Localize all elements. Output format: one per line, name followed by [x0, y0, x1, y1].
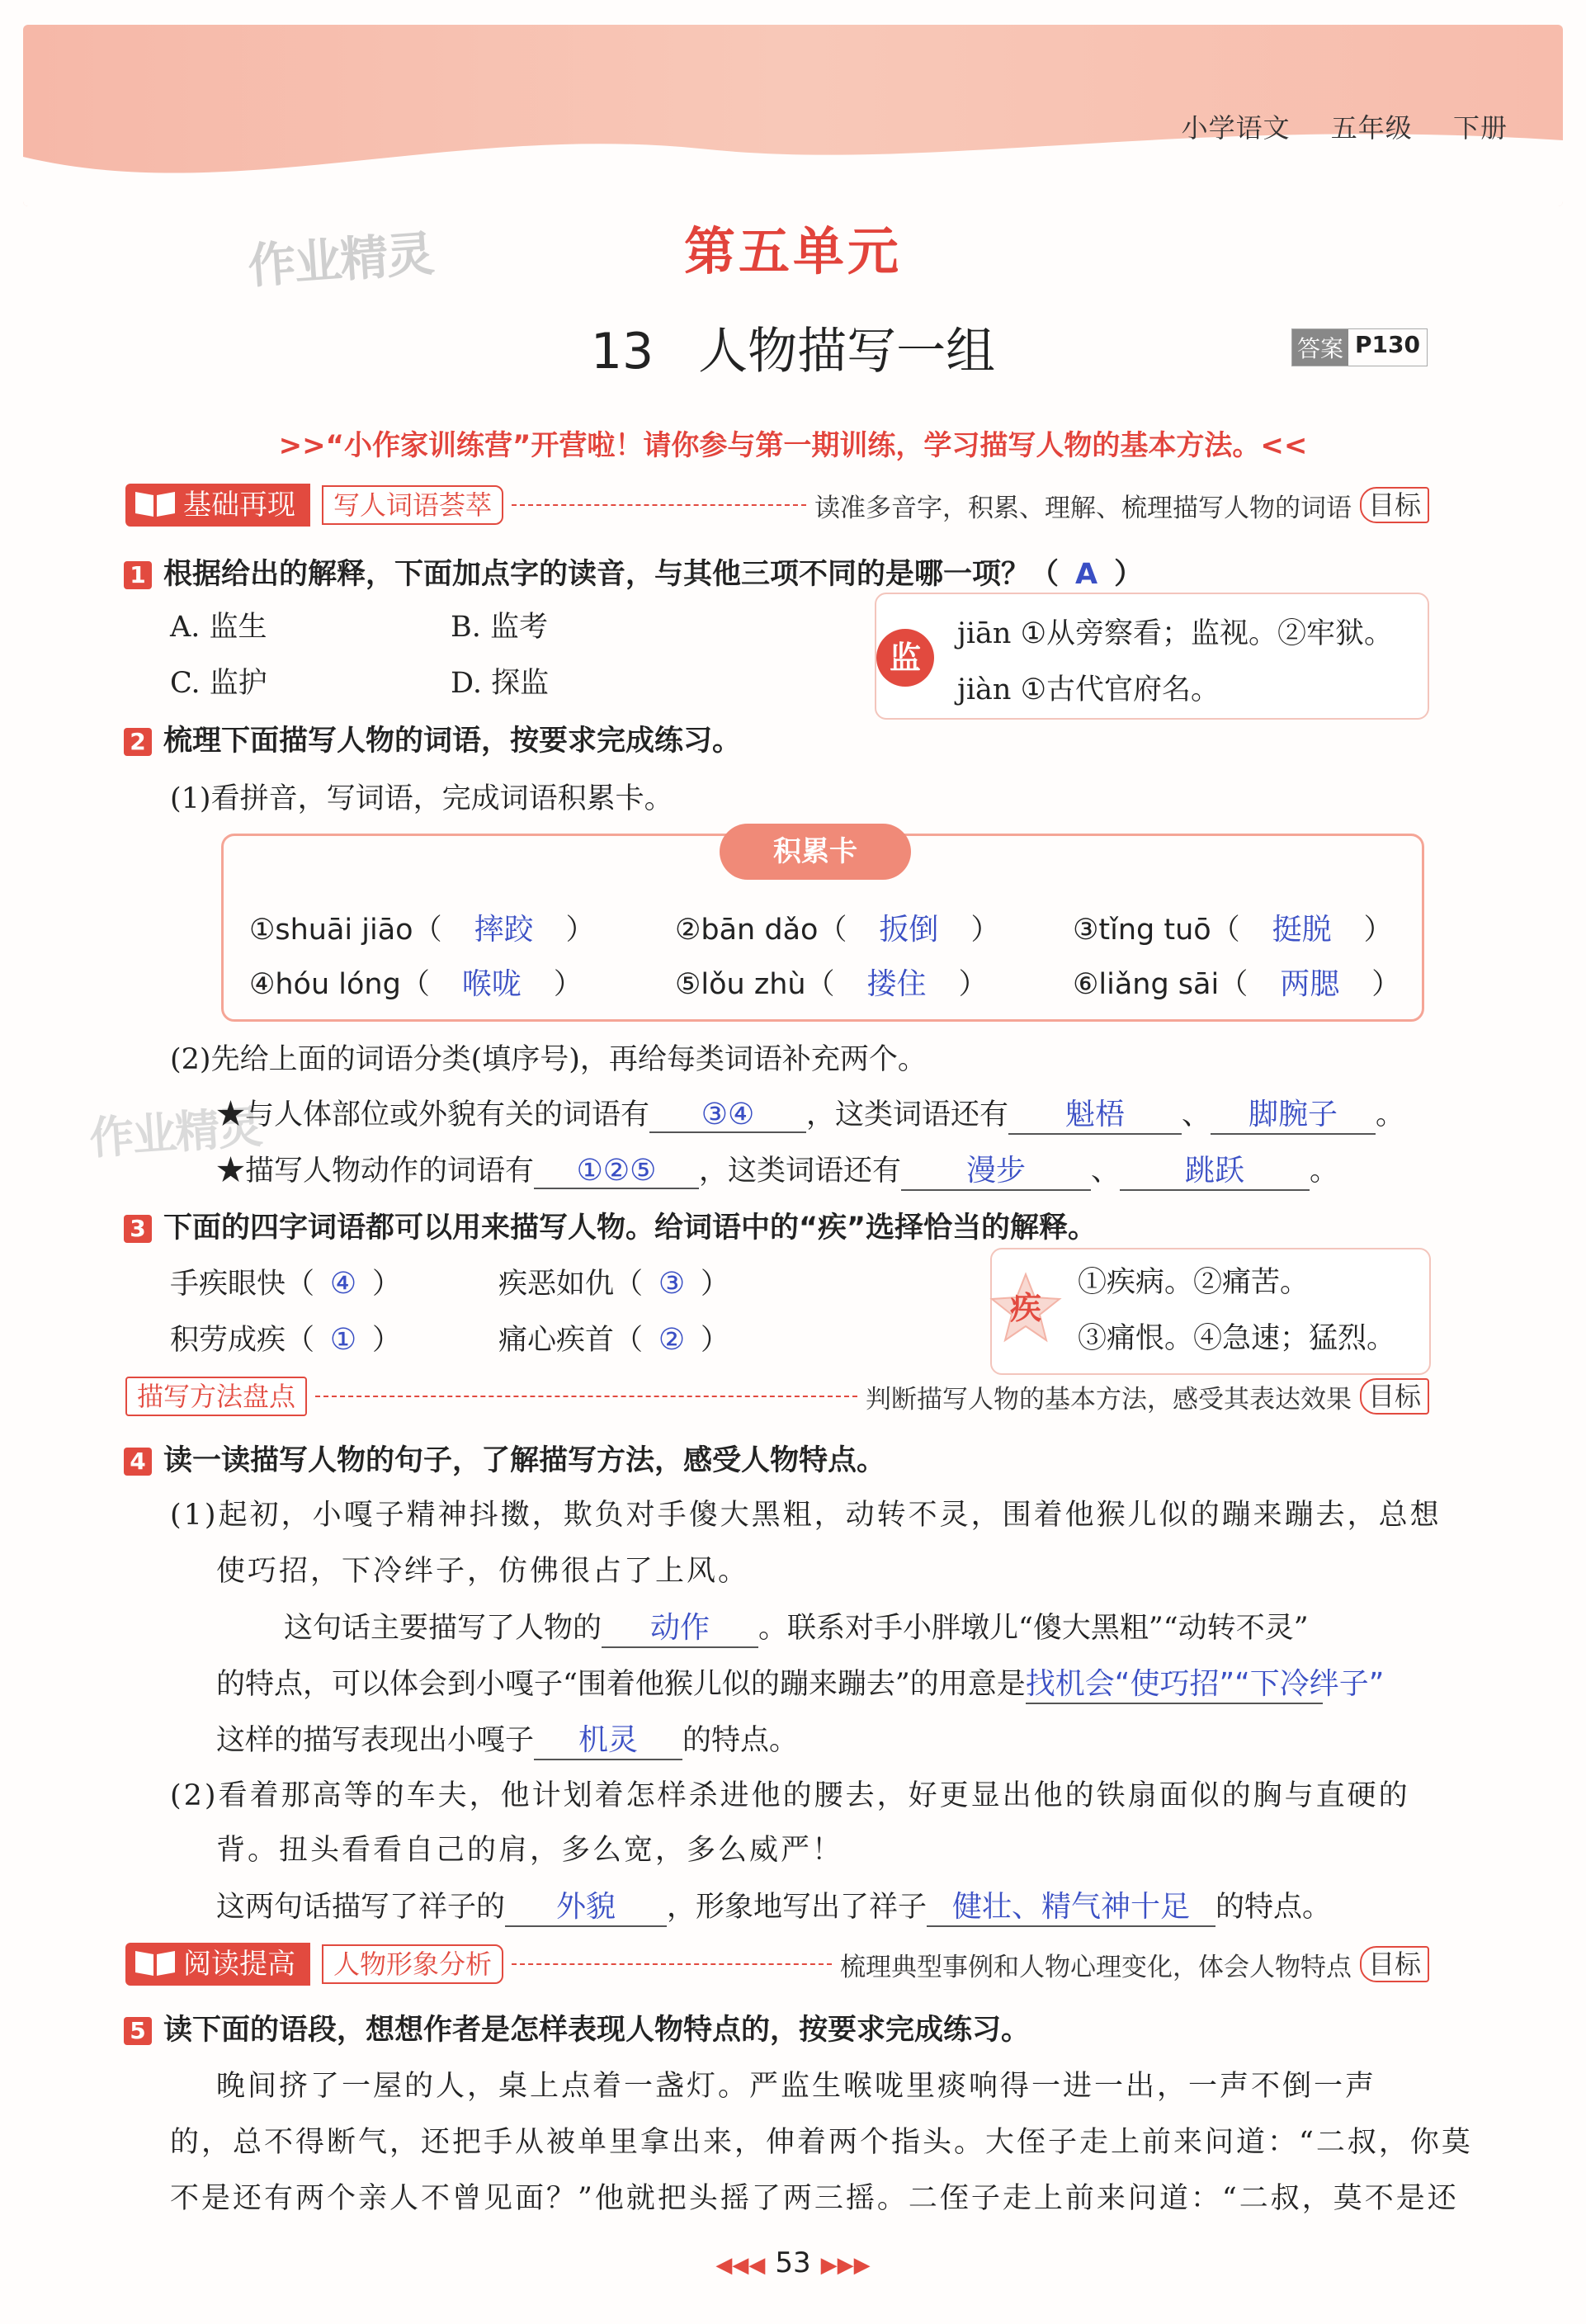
q4-a3-post: 的特点。	[682, 1724, 799, 1757]
q5-number: 5	[124, 2017, 152, 2045]
section-basic-bar	[125, 484, 1429, 527]
card-5-pinyin: ⑤lǒu zhù（	[675, 968, 835, 1001]
q2-row1-answer-a: ③④	[649, 1098, 806, 1133]
intro-chevrons-left: >>	[278, 429, 326, 462]
header-grade: 五年级	[1330, 112, 1413, 144]
card-1-answer: 摔跤	[474, 913, 534, 947]
section-reading-label	[125, 1943, 310, 1986]
card-6-pinyin: ⑥liǎng sāi（	[1073, 968, 1249, 1001]
q4-a2	[216, 1660, 1385, 1704]
q1-answer: A	[1075, 558, 1098, 591]
goal-tag: 目标	[1360, 1946, 1429, 1982]
card-item-4	[249, 961, 583, 1003]
divider	[315, 1396, 857, 1397]
header-subject: 小学语文	[1181, 112, 1291, 144]
q4-a3-answer: 机灵	[534, 1717, 682, 1760]
q3-item-1-close: ）	[372, 1268, 402, 1301]
q2-row1-answer-b: 魁梧	[1008, 1091, 1182, 1135]
q4-a3	[216, 1717, 798, 1760]
q3-item-1-answer: ④	[329, 1267, 357, 1301]
q3-item-4	[498, 1317, 729, 1358]
q2-row1-mid: ，这类词语还有	[806, 1098, 1009, 1131]
q3-item-3-close: ）	[372, 1324, 402, 1357]
card-3-close: ）	[1363, 914, 1393, 947]
q3-number: 3	[124, 1215, 152, 1243]
q3-item-2-word: 疾恶如仇（	[498, 1268, 644, 1301]
q4-a1-post: 。联系对手小胖墩儿“傻大黑粗”“动转不灵”	[758, 1612, 1309, 1645]
q3-item-4-close: ）	[701, 1324, 730, 1357]
prev-arrows-icon: ◀◀◀	[715, 2253, 766, 2278]
divider	[512, 1963, 832, 1965]
section-reading-label-text: 阅读提高	[183, 1948, 295, 1981]
card-2-answer: 扳倒	[879, 913, 939, 947]
next-arrows-icon: ▶▶▶	[820, 2253, 871, 2278]
section-method-sub: 描写方法盘点	[125, 1377, 307, 1416]
q1-def-char: 监	[876, 629, 934, 687]
goal-tag: 目标	[1360, 1378, 1429, 1415]
q5-line3: 不是还有两个亲人不曾见面？”他就把头摇了两三摇。二侄子走上前来问道：“二叔，莫不是还	[170, 2182, 1459, 2215]
q5-line1: 晚间挤了一屋的人，桌上点着一盏灯。严监生喉咙里痰响得一进一出，一声不倒一声	[216, 2070, 1377, 2103]
book-icon	[132, 1946, 178, 1979]
card-item-3	[1073, 906, 1393, 948]
q1-stem	[124, 551, 1143, 593]
card-item-5	[675, 961, 988, 1003]
q4-p1-line2: 使巧招，下冷绊子，仿佛很占了上风。	[216, 1555, 750, 1588]
q2-row1-answer-c: 脚腕子	[1211, 1091, 1376, 1135]
q1-option-c: C. 监护	[170, 667, 267, 700]
q4-a2-pre: 的特点，可以体会到小嘎子“围着他猴儿似的蹦来蹦去”的用意是	[216, 1668, 1026, 1701]
q2-row1-end: 。	[1376, 1098, 1405, 1131]
card-6-answer: 两腮	[1280, 967, 1340, 1001]
q3-item-3-answer: ①	[329, 1323, 357, 1357]
q1-def-2: jiàn ①古代官府名。	[957, 673, 1220, 706]
q4-stem	[124, 1438, 885, 1479]
q3-item-4-word: 痛心疾首（	[498, 1324, 644, 1357]
watermark-2: 作业精灵	[87, 1100, 263, 1165]
q5-stem-text: 读下面的语段，想想作者是怎样表现人物特点的，按要求完成练习。	[163, 2014, 1031, 2047]
q1-option-b: B. 监考	[451, 611, 548, 644]
card-1-close: ）	[565, 914, 595, 947]
q3-def-2: ③痛恨。④急速；猛烈。	[1078, 1322, 1396, 1355]
q4-p2-line1: (2)看着那高等的车夫，他计划着怎样杀进他的腰去，好更显出他的铁扇面似的胸与直硬的	[170, 1779, 1410, 1812]
q4-b1	[216, 1883, 1331, 1927]
q2-row2	[216, 1147, 1338, 1191]
q4-number: 4	[124, 1448, 152, 1476]
q2-sub2: (2)先给上面的词语分类(填序号)，再给每类词语补充两个。	[170, 1043, 927, 1076]
lesson-name: 人物描写一组	[698, 323, 996, 380]
section-basic-goal-text: 读准多音字，积累、理解、梳理描写人物的词语	[814, 493, 1352, 523]
card-2-close: ）	[970, 914, 1000, 947]
intro-message: “小作家训练营”开营啦！请你参与第一期训练，学习描写人物的基本方法。	[325, 429, 1261, 462]
q2-row2-pre: ★描写人物动作的词语有	[216, 1155, 535, 1188]
star-badge	[989, 1271, 1063, 1345]
card-4-pinyin: ④hóu lóng（	[249, 968, 430, 1001]
section-basic-label-text: 基础再现	[183, 489, 295, 522]
card-6-close: ）	[1371, 968, 1401, 1001]
answer-page: P130	[1355, 331, 1420, 358]
q4-a3-pre: 这样的描写表现出小嘎子	[216, 1724, 535, 1757]
q4-b1-answer: 外貌	[505, 1883, 667, 1927]
unit-title: 第五单元	[683, 221, 902, 281]
q4-p1-line1: (1)起初，小嘎子精神抖擞，欺负对手傻大黑粗，动转不灵，围着他猴儿似的蹦来蹦去，总想	[170, 1499, 1442, 1532]
q2-row1	[216, 1091, 1404, 1135]
intro-chevrons-right: <<	[1260, 429, 1308, 462]
q3-item-2-close: ）	[701, 1268, 730, 1301]
section-method-goal-text: 判断描写人物的基本方法，感受其表达效果	[865, 1384, 1352, 1415]
watermark: 作业精灵	[246, 225, 435, 295]
q2-row2-end: 。	[1310, 1155, 1339, 1188]
card-item-1	[249, 906, 595, 948]
q2-row2-mid: ，这类词语还有	[699, 1155, 902, 1188]
section-method-bar	[125, 1375, 1429, 1418]
q5-line2: 的，总不得断气，还把手从被单里拿出来，伸着两个指头。大侄子走上前来问道：“二叔，你莫	[170, 2126, 1473, 2159]
q1-number: 1	[124, 561, 152, 589]
q4-a2-answer: 找机会“使巧招”“下冷绊子”	[1026, 1660, 1323, 1704]
q2-sub1: (1)看拼音，写词语，完成词语积累卡。	[170, 782, 673, 815]
section-reading-bar	[125, 1943, 1429, 1986]
divider	[512, 504, 806, 506]
q2-row1-sep: 、	[1182, 1098, 1211, 1131]
q1-option-a: A. 监生	[170, 611, 267, 644]
q4-b1-post: 的特点。	[1215, 1891, 1332, 1924]
q4-a1	[284, 1604, 1309, 1648]
card-3-answer: 挺脱	[1272, 913, 1332, 947]
q3-item-4-answer: ②	[658, 1323, 686, 1357]
q3-item-2-answer: ③	[658, 1267, 686, 1301]
q3-item-3-word: 积劳成疾（	[170, 1324, 315, 1357]
q2-stem	[124, 718, 741, 759]
answer-label: 答案	[1292, 329, 1348, 366]
q2-row2-answer-c: 跳跃	[1120, 1147, 1310, 1191]
section-basic-sub: 写人词语荟萃	[322, 485, 503, 525]
answer-reference	[1291, 328, 1428, 366]
q3-stem	[124, 1205, 1097, 1246]
header-info	[1150, 107, 1508, 145]
intro-text	[0, 423, 1586, 463]
q4-b1-answer-2: 健壮、精气神十足	[927, 1883, 1215, 1927]
q3-def-1: ①疾病。②痛苦。	[1078, 1266, 1310, 1299]
q4-b1-mid: ，形象地写出了祥子	[667, 1891, 928, 1924]
q2-number: 2	[124, 728, 152, 756]
q3-item-1-word: 手疾眼快（	[170, 1268, 315, 1301]
card-item-6	[1073, 961, 1400, 1003]
header-volume: 下册	[1452, 112, 1508, 144]
q4-a1-pre: 这句话主要描写了人物的	[284, 1612, 602, 1645]
word-card-title: 积累卡	[720, 824, 911, 880]
q3-item-2	[498, 1261, 729, 1302]
q1-stem-end: ）	[1114, 558, 1144, 591]
goal-tag: 目标	[1360, 487, 1429, 523]
card-2-pinyin: ②bān dǎo（	[675, 914, 847, 947]
q2-row1-pre: ★与人体部位或外貌有关的词语有	[216, 1098, 650, 1131]
q1-stem-text: 根据给出的解释，下面加点字的读音，与其他三项不同的是哪一项？（	[163, 558, 1060, 591]
page-footer	[0, 2246, 1586, 2279]
q5-stem	[124, 2007, 1030, 2048]
q2-row2-sep: 、	[1091, 1155, 1121, 1188]
q4-stem-text: 读一读描写人物的句子，了解描写方法，感受人物特点。	[163, 1444, 886, 1477]
card-item-2	[675, 906, 999, 948]
card-5-answer: 搂住	[866, 967, 927, 1001]
q3-item-1	[170, 1261, 401, 1302]
card-4-answer: 喉咙	[461, 967, 522, 1001]
q4-a1-answer: 动作	[602, 1604, 758, 1648]
page-number: 53	[775, 2246, 811, 2279]
q2-row2-answer-b: 漫步	[901, 1147, 1091, 1191]
q1-option-d: D. 探监	[451, 667, 550, 700]
q2-stem-text: 梳理下面描写人物的词语，按要求完成练习。	[163, 725, 742, 758]
q3-item-3	[170, 1317, 401, 1358]
q4-b1-pre: 这两句话描写了祥子的	[216, 1891, 506, 1924]
book-icon	[132, 487, 178, 520]
section-reading-sub: 人物形象分析	[322, 1944, 503, 1984]
card-1-pinyin: ①shuāi jiāo（	[249, 914, 442, 947]
q2-row2-answer-a: ①②⑤	[534, 1154, 699, 1189]
q1-def-1: jiān ①从旁察看；监视。②牢狱。	[957, 617, 1393, 650]
section-basic-label	[125, 484, 310, 527]
card-3-pinyin: ③tǐng tuō（	[1073, 914, 1240, 947]
lesson-number: 13	[590, 323, 654, 380]
section-reading-goal-text: 梳理典型事例和人物心理变化，体会人物特点	[839, 1952, 1352, 1982]
card-4-close: ）	[553, 968, 583, 1001]
q3-def-char: 疾	[1009, 1290, 1041, 1326]
card-5-close: ）	[958, 968, 988, 1001]
q4-p2-line2: 背。扭头看看自己的肩，多么宽，多么威严！	[216, 1834, 844, 1867]
q3-stem-text: 下面的四字词语都可以用来描写人物。给词语中的“疾”选择恰当的解释。	[163, 1212, 1097, 1245]
